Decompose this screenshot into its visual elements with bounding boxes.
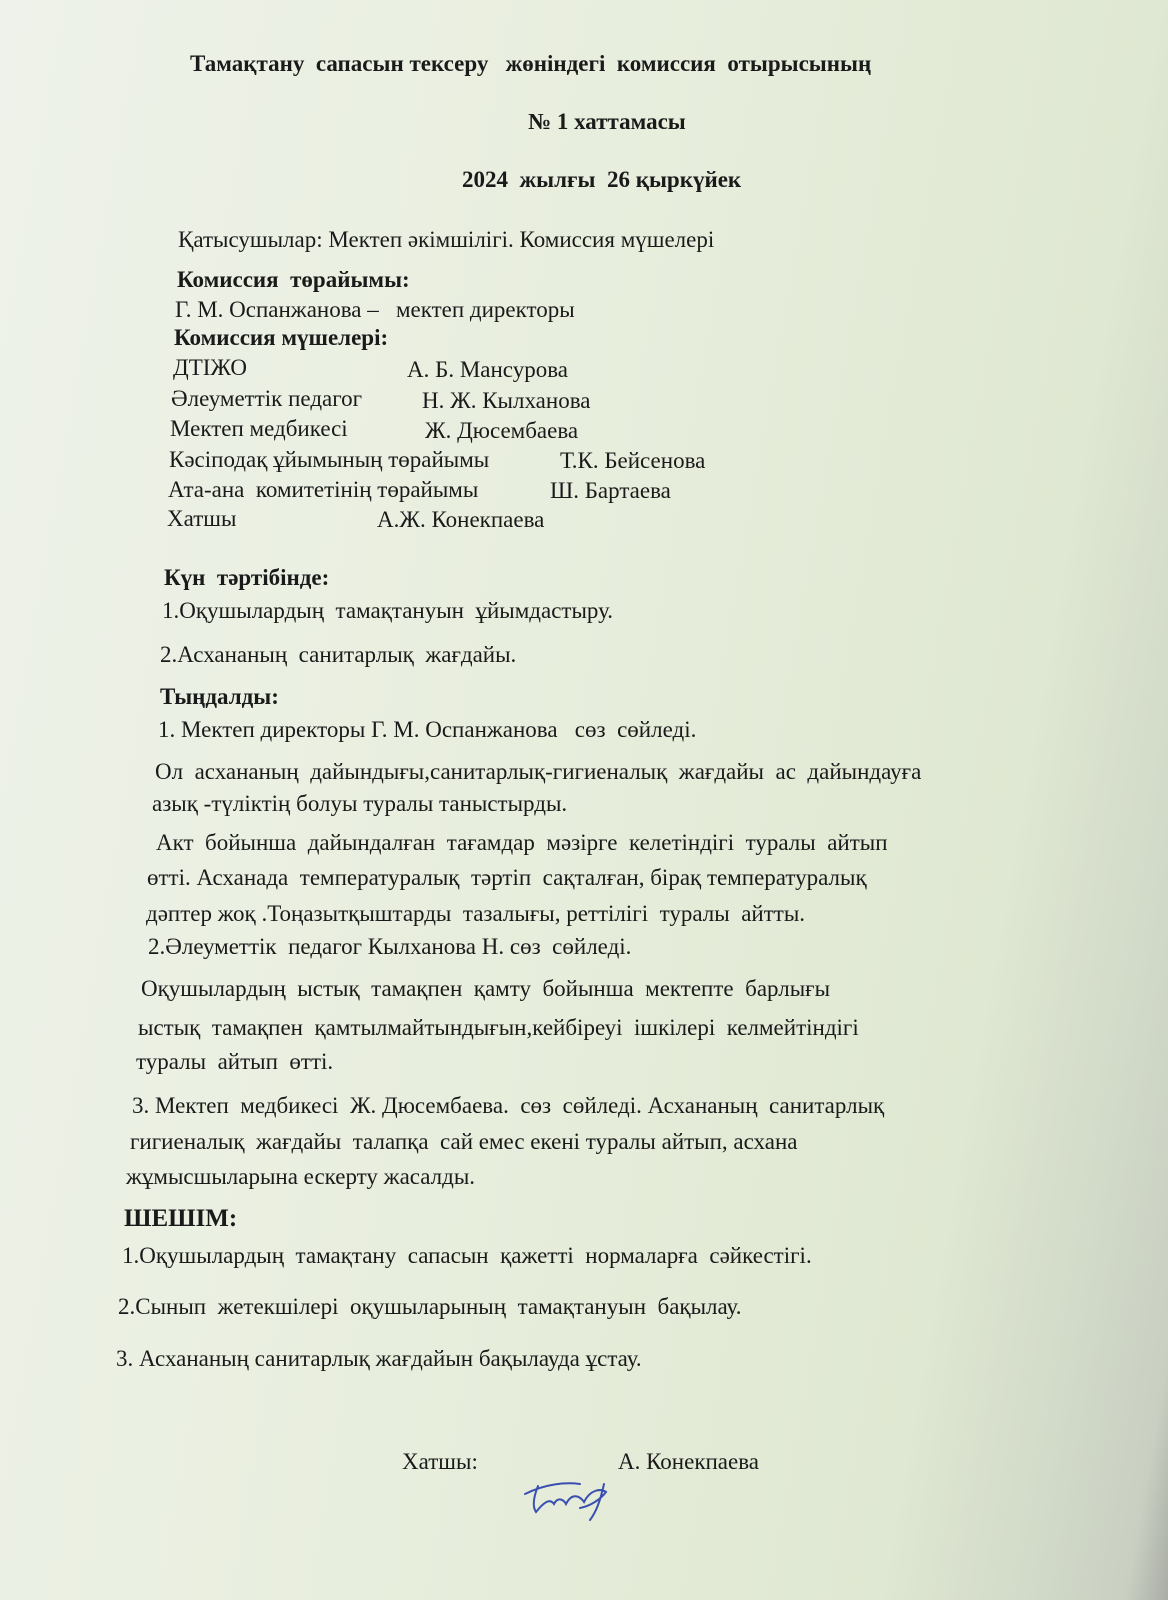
agenda-item: 2.Асхананың санитарлық жағдайы. [160,642,517,667]
member-name: Т.К. Бейсенова [560,448,706,473]
member-name: А.Ж. Конекпаева [377,507,545,532]
member-role: Кәсіподақ ұйымының төрайымы [169,447,490,472]
heard-line: Оқушылардың ыстық тамақпен қамту бойынша мектепте барлығы [141,976,831,1001]
heard-line: жұмысшыларына ескерту жасалды. [126,1164,476,1189]
member-name: Ш. Бартаева [550,478,671,503]
member-role: Ата-ана комитетінің төрайымы [168,477,479,502]
heard-line: өтті. Асханада температуралық тәртіп сақталған, бірақ температуралық [147,865,867,890]
member-name: Ж. Дюсембаева [425,418,579,443]
heard-line: 1. Мектеп директоры Г. М. Оспанжанова сөз сөйледі. [158,717,697,742]
heard-heading: Тыңдалды: [160,684,279,709]
decision-heading: ШЕШІМ: [124,1205,238,1232]
chair-text: Г. М. Оспанжанова – мектеп директоры [175,297,575,322]
decision-item: 3. Асхананың санитарлық жағдайын бақылауда ұстау. [116,1346,642,1371]
member-role: Хатшы [167,506,237,531]
heard-line: 2.Әлеуметтік педагог Кылханова Н. сөз сөйледі. [148,934,632,959]
signature-icon [520,1472,620,1522]
member-name: А. Б. Мансурова [407,357,568,382]
heard-line: Ол асхананың дайындығы,санитарлық-гигиеналық жағдайы ас дайындауға [155,759,922,784]
member-role: ДТІЖО [173,355,248,380]
document-title: Тамақтану сапасын тексеру жөніндегі комиссия отырысының [190,51,872,76]
member-name: Н. Ж. Кылханова [422,388,591,413]
heard-line: ыстық тамақпен қамтылмайтындығын,кейбіреуі ішкілері келмейтіндігі [138,1015,859,1040]
heard-line: 3. Мектеп медбикесі Ж. Дюсембаева. сөз сөйледі. Асхананың санитарлық [132,1093,885,1118]
document-date: 2024 жылғы 26 қыркүйек [462,167,742,192]
heard-line: азық -түліктің болуы туралы таныстырды. [152,791,568,816]
agenda-heading: Күн тәртібінде: [164,565,330,590]
agenda-item: 1.Оқушылардың тамақтануын ұйымдастыру. [162,598,614,623]
protocol-number: № 1 хаттамасы [528,109,686,134]
secretary-name: А. Конекпаева [618,1449,759,1474]
heard-line: туралы айтып өтті. [136,1049,334,1074]
member-role: Мектеп медбикесі [170,416,348,441]
participants: Қатысушылар: Мектеп әкімшілігі. Комиссия мүшелері [178,227,715,252]
secretary-label: Хатшы: [402,1449,478,1474]
heard-line: гигиеналық жағдайы талапқа сай емес екені туралы айтып, асхана [130,1129,798,1154]
chair-heading: Комиссия төрайымы: [177,267,410,292]
member-role: Әлеуметтік педагог [171,386,363,411]
decision-item: 2.Сынып жетекшілері оқушыларының тамақтануын бақылау. [118,1294,742,1319]
decision-item: 1.Оқушылардың тамақтану сапасын қажетті нормаларға сәйкестігі. [122,1243,812,1268]
heard-line: дәптер жоқ .Тоңазытқыштарды тазалығы, реттілігі туралы айтты. [146,901,806,926]
heard-line: Акт бойынша дайындалған тағамдар мәзірге келетіндігі туралы айтып [156,830,888,855]
members-heading: Комиссия мүшелері: [174,325,389,350]
